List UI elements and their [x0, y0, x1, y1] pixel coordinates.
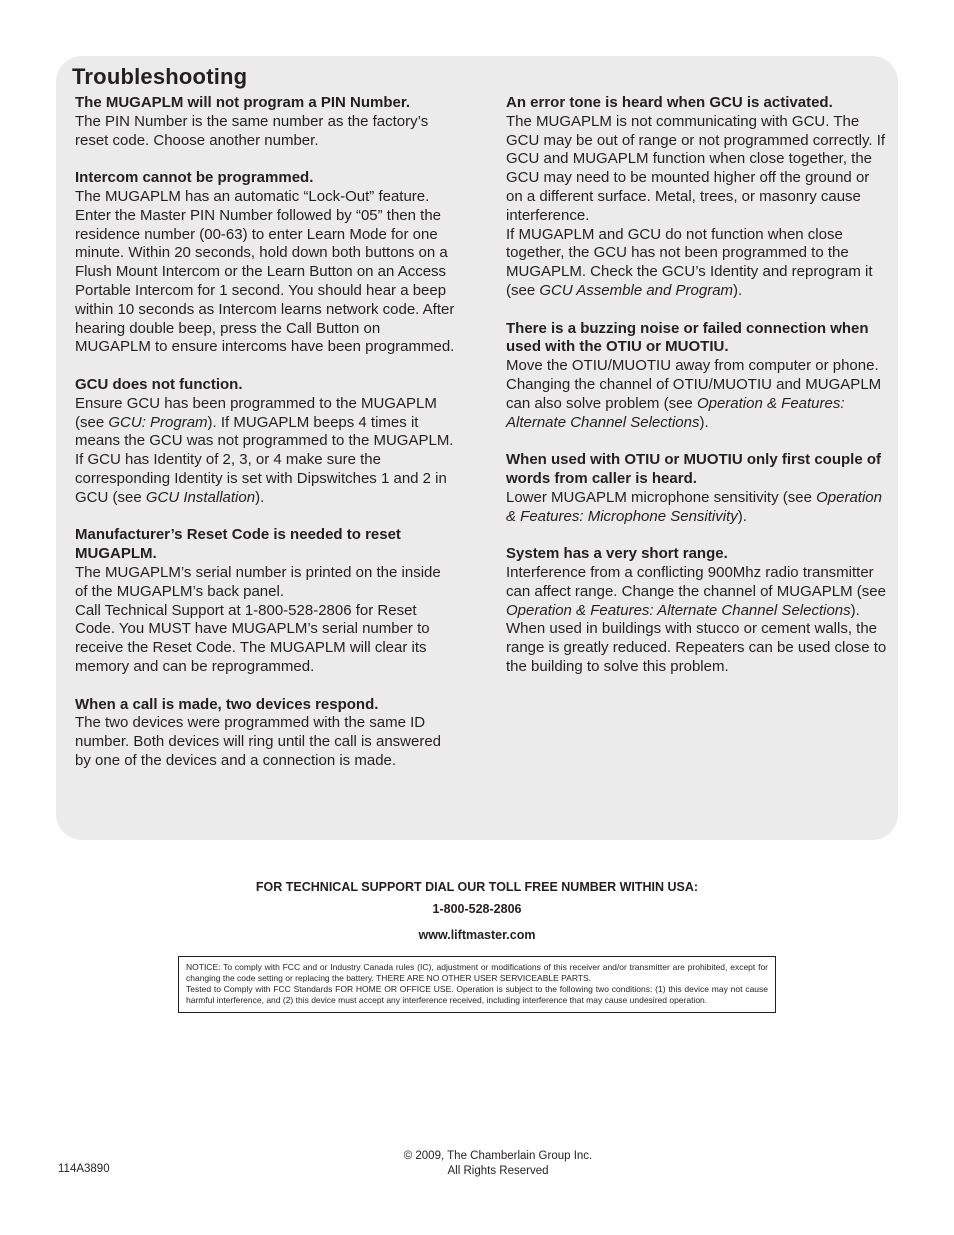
body-text: Move the OTIU/MUOTIU away from computer or phone. Changing the channel of OTIU/MUOTIU and MUGAPLM can also solve problem (see — [506, 357, 882, 412]
support-heading: FOR TECHNICAL SUPPORT DIAL OUR TOLL FREE NUMBER WITHIN USA: — [255, 880, 699, 894]
body-text: Ensure GCU has been programmed to the MUGAPLM (see — [75, 394, 437, 431]
cross-reference: Operation & Features: Alternate Channel Selections — [506, 394, 845, 431]
page-title: Troubleshooting — [72, 64, 248, 89]
notice-text: Tested to Comply with FCC Standards FOR HOME OR OFFICE USE. Operation is subject to the following two conditions: (1) this device may not cause harmful interference, and (2) this device must accept any interference received, including interference that may cause undesired operation. — [186, 984, 768, 1005]
section-body: The MUGAPLM is not communicating with GCU. The GCU may be out of range or not programmed correctly. If GCU and MUGAPLM function when close together, the GCU may need to be mounted higher off the ground or on a different surface. Metal, trees, or masonry cause interference. — [506, 112, 886, 224]
section-pin-number — [75, 94, 455, 150]
section-body — [506, 564, 888, 620]
copyright-block — [0, 1149, 954, 1179]
support-phone[interactable]: 1-800-528-2806 — [432, 902, 522, 916]
section-heading: There is a buzzing noise or failed connection when used with the OTIU or MUOTIU. — [506, 319, 869, 356]
section-body — [506, 357, 888, 432]
cross-reference: GCU Installation — [145, 488, 256, 506]
section-body: When used in buildings with stucco or cement walls, the range is greatly reduced. Repeaters can be used close to the building to solve this problem. — [506, 620, 887, 675]
cross-reference: Operation & Features: Microphone Sensitivity — [506, 488, 882, 525]
section-heading: Manufacturer’s Reset Code is needed to reset MUGAPLM. — [75, 526, 401, 563]
left-column — [75, 94, 455, 789]
section-body: The MUGAPLM has an automatic “Lock-Out” feature. Enter the Master PIN Number followed by “05” then the residence number (00-63) to enter Learn Mode for one minute. Within 20 seconds, hold down both buttons on a Flush Mount Intercom or the Learn Button on an Access Portable Intercom for 1 second. You should hear a beep within 10 seconds as Intercom learns network code. After hearing double beep, press the Call Button on MUGAPLM to ensure intercoms have been programmed. — [75, 187, 455, 356]
body-text: ). — [255, 488, 265, 506]
section-heading: When used with OTIU or MUOTIU only first couple of words from caller is heard. — [506, 451, 881, 487]
body-text: ). — [699, 413, 709, 431]
section-body — [506, 489, 888, 527]
body-text: Interference from a conflicting 900Mhz radio transmitter can affect range. Change the channel of MUGAPLM (see — [506, 563, 886, 600]
body-text: ). — [737, 507, 747, 525]
section-two-devices — [75, 696, 455, 771]
section-buzzing-noise — [506, 320, 888, 433]
copyright-text: © 2009, The Chamberlain Group Inc. — [403, 1150, 593, 1162]
fcc-notice-box — [178, 956, 776, 1013]
right-column — [506, 94, 888, 696]
body-text: ). If MUGAPLM beeps 4 times it means the GCU was not programmed to the MUGAPLM. If GCU has Identity of 2, 3, or 4 make sure the corresponding Identity is set with Dipswitches 1 and 2 in GCU (see — [75, 413, 454, 506]
body-text: ). — [733, 281, 743, 299]
cross-reference: Operation & Features: Alternate Channel Selections — [506, 601, 851, 619]
section-heading: When a call is made, two devices respond. — [75, 695, 379, 713]
body-text: If MUGAPLM and GCU do not function when close together, the GCU has not been programmed to the MUGAPLM. Check the GCU’s Identity and reprogram it (see — [506, 225, 873, 299]
section-first-words — [506, 451, 888, 526]
cross-reference: GCU Assemble and Program — [539, 281, 734, 299]
section-body — [506, 226, 888, 301]
section-gcu-not-function — [75, 376, 455, 508]
section-body — [75, 395, 455, 508]
section-reset-code — [75, 526, 455, 676]
section-heading: An error tone is heard when GCU is activated. — [506, 94, 833, 111]
section-body: The PIN Number is the same number as the factory’s reset code. Choose another number. — [75, 112, 429, 149]
section-body: The two devices were programmed with the same ID number. Both devices will ring until the call is answered by one of the devices and a connection is made. — [75, 714, 442, 769]
section-error-tone — [506, 94, 888, 301]
section-body: Call Technical Support at 1-800-528-2806 for Reset Code. You MUST have MUGAPLM’s serial number to receive the Reset Code. The MUGAPLM will clear its memory and can be reprogrammed. — [75, 601, 430, 675]
rights-text: All Rights Reserved — [447, 1165, 549, 1177]
section-short-range — [506, 545, 888, 677]
section-heading: The MUGAPLM will not program a PIN Number. — [75, 94, 411, 111]
section-heading: System has a very short range. — [506, 545, 728, 563]
section-heading: GCU does not function. — [75, 375, 243, 393]
body-text: ). — [850, 601, 860, 619]
part-number: 114A3890 — [58, 1163, 110, 1175]
section-heading: Intercom cannot be programmed. — [75, 169, 314, 187]
notice-text: NOTICE: To comply with FCC and or Industry Canada rules (IC), adjustment or modifications of this receiver and/or transmitter are prohibited, except for changing the code setting or replacing the battery. THERE ARE NO OTHER USER SERVICEABLE PARTS. — [186, 962, 768, 983]
body-text: Lower MUGAPLM microphone sensitivity (see — [506, 488, 817, 506]
section-body: The MUGAPLM’s serial number is printed on the inside of the MUGAPLM’s back panel. — [75, 563, 441, 600]
section-intercom — [75, 169, 455, 357]
support-website[interactable]: www.liftmaster.com — [418, 928, 536, 942]
cross-reference: GCU: Program — [108, 413, 208, 431]
